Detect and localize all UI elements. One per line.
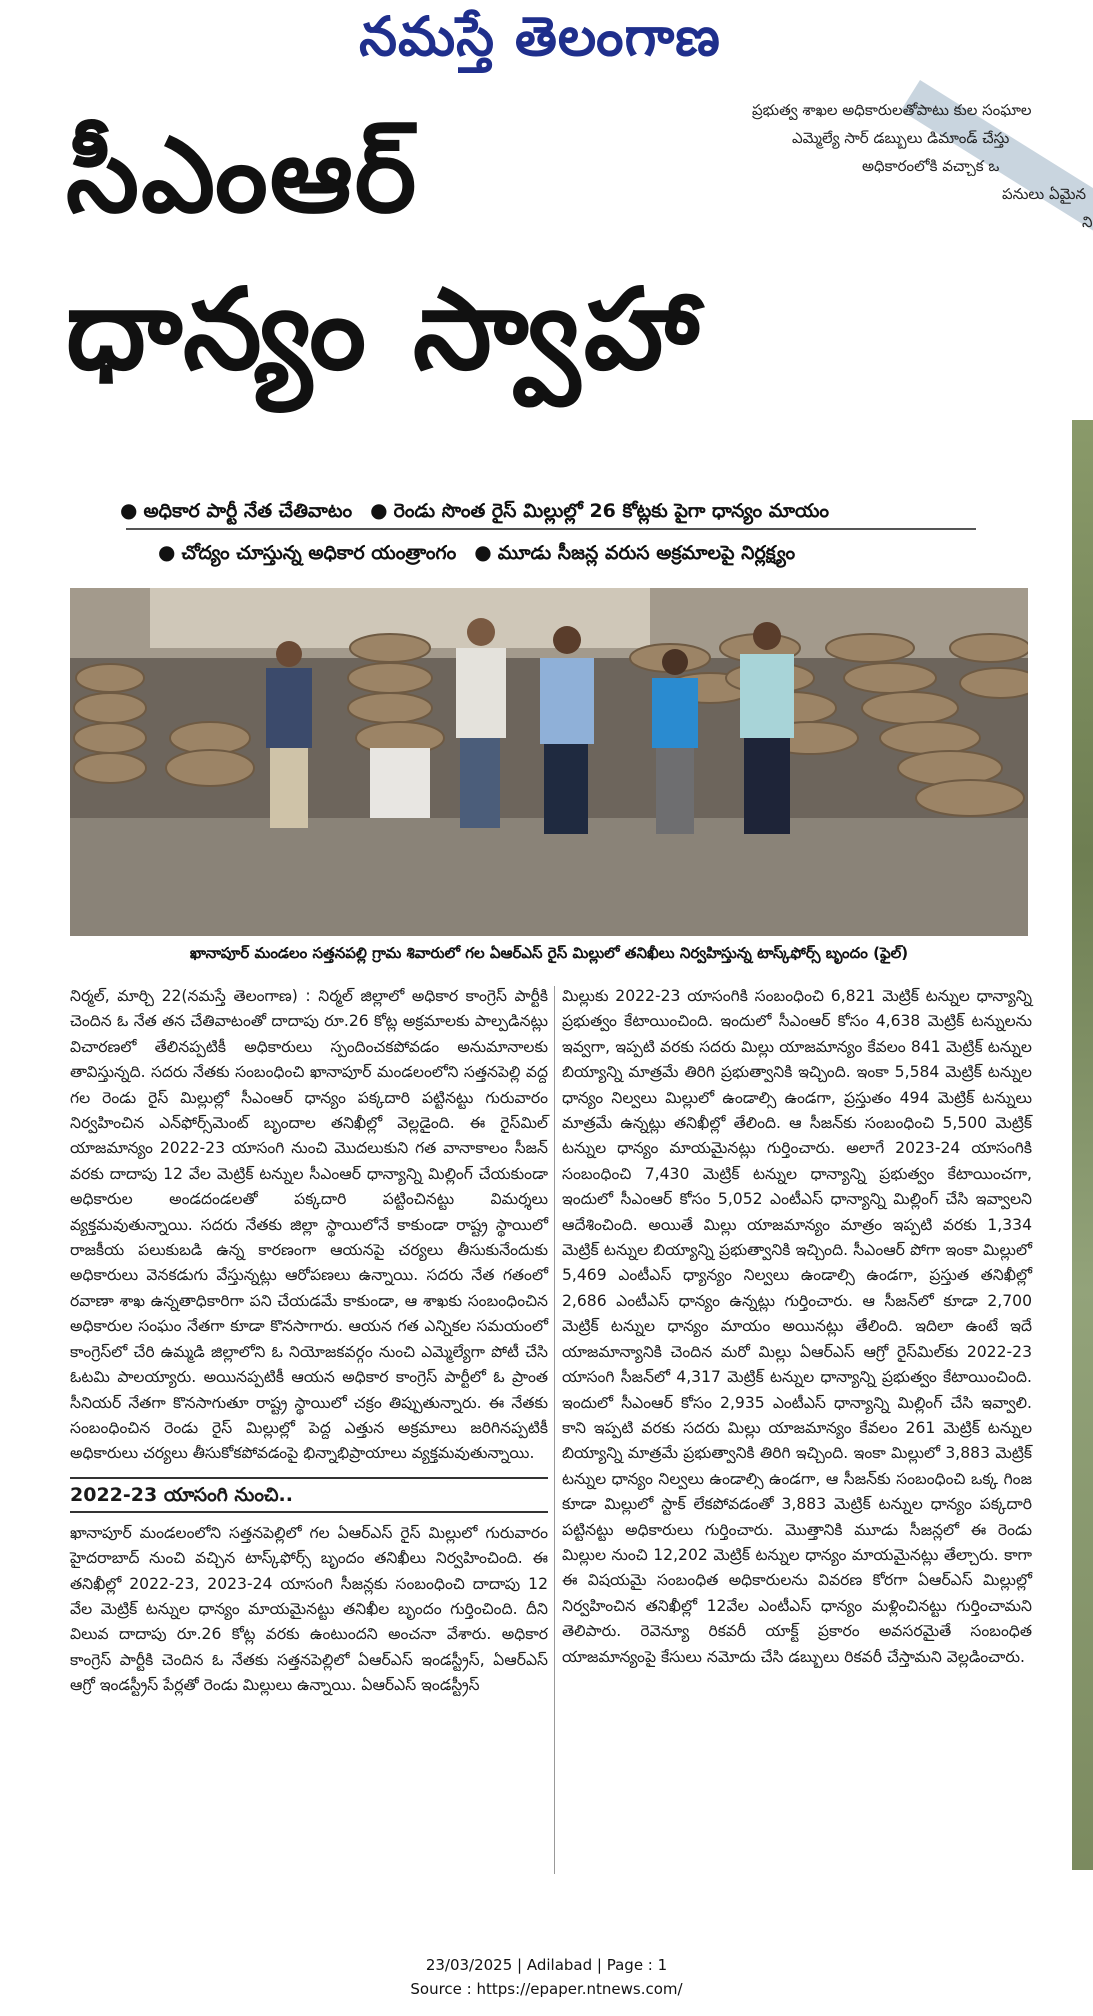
divider-rule: [126, 528, 976, 530]
article-paragraph: నిర్మల్, మార్చి 22(నమస్తే తెలంగాణ) : నిర్మల్ జిల్లాలో అధికార కాంగ్రెస్ పార్టీకి చెందిన ఓ నేత తన చేతివాటంతో దాదాపు రూ.26 కోట్ల అక్రమాలకు పాల్పడినట్లు విచారణలో తేలినప్పటికీ అధికారులు స్పందించకపోవడం అనుమానాలకు తావిస్తున్నది. సదరు నేతకు సంబంధించి ఖానాపూర్ మండలంలోని సత్తనపెల్లి వద్ద గల రెండు రైస్ మిల్లుల్లో సీఎంఆర్ ధాన్యం పక్కదారి పట్టినట్టు గురువారం నిర్వహించిన ఎన్‌ఫోర్స్‌మెంట్ బృందాల తనిఖీల్లో వెల్లడైంది. ఈ రైస్‌మిల్ యాజమాన్యం 2022-23 యాసంగి నుంచి మొదలుకుని గత వానాకాలం సీజన్ వరకు దాదాపు 12 వేల మెట్రిక్ టన్నుల సీఎంఆర్ ధాన్యాన్ని మిల్లింగ్ చేయకుండా అధికారుల అండదండలతో పక్కదారి పట్టించినట్టు విమర్శలు వ్యక్తమవుతున్నాయి. సదరు నేతకు జిల్లా స్థాయిలోనే కాకుండా రాష్ట్ర స్థాయిలో రాజకీయ పలుకుబడి ఉన్న కారణంగా ఆయనపై చర్యలు తీసుకునేందుకు అధికారులు వెనకడుగు వేస్తున్నట్లు ఆరోపణలు ఉన్నాయి. సదరు నేత గతంలో రవాణా శాఖ ఉన్నతాధికారిగా పని చేయడమే కాకుండా, ఆ శాఖకు సంబంధించిన అధికారుల సంఘం నేతగా కూడా కొనసాగారు. ఆయన గత ఎన్నికల సమయంలో కాంగ్రెస్‌లో చేరి ఉమ్మడి జిల్లాలోని ఓ నియోజకవర్గం నుంచి ఎమ్మెల్యేగా పోటీ చేసి ఓటమి పాలయ్యారు. అయినప్పటికీ ఆయన అధికార కాంగ్రెస్ పార్టీలో ఓ ప్రాంత సీనియర్ నేతగా కొనసాగుతూ రాష్ట్ర స్థాయిలో చక్రం తిప్పుతున్నారు. ఈ నేతకు సంబంధించిన రెండు రైస్ మిల్లుల్లో పెద్ద ఎత్తున అక్రమాలు జరిగినప్పటికీ అధికారులు చర్యలు తీసుకోకపోవడంపై భిన్నాభిప్రాయాలు వ్యక్తమవుతున్నాయి.: [70, 987, 548, 1463]
article-headline: [66, 110, 1026, 400]
bullet-text: చోద్యం చూస్తున్న అధికార యంత్రాంగం: [181, 542, 457, 564]
bullet-text: అధికార పార్టీ నేత చేతివాటం: [143, 500, 353, 522]
snippet-line: ని: [1082, 213, 1093, 231]
article-photo: [70, 588, 1028, 936]
subheading-bullets-row-2: [158, 540, 1028, 569]
subheading-bullet: [120, 498, 352, 527]
subheading-bullet: [158, 540, 456, 569]
article-paragraph: ఖానాపూర్ మండలంలోని సత్తనపెల్లిలో గల ఏఆర్ఎస్ రైస్ మిల్లులో గురువారం హైదరాబాద్ నుంచి వచ్చిన టాస్క్‌ఫోర్స్ బృందం తనిఖీలు నిర్వహించింది. ఈ తనిఖీల్లో 2022-23, 2023-24 యాసంగి సీజన్లకు సంబంధించి దాదాపు 12 వేల మెట్రిక్ టన్నుల ధాన్యం మాయమైనట్టు తనిఖీల బృందం గుర్తించింది. దీని విలువ దాదాపు రూ.26 కోట్ల వరకు ఉంటుందని అంచనా వేశారు. అధికార కాంగ్రెస్ పార్టీకి చెందిన ఓ నేతకు సత్తనపెల్లిలో ఏఆర్ఎస్ ఇండస్ట్రీస్, ఏఆర్ఎస్ ఆగ్రో ఇండస్ట్రీస్ పేర్లతో రెండు మిల్లులు ఉన్నాయి. ఏఆర్ఎస్ ఇండస్ట్రీస్: [70, 1523, 548, 1695]
bullet-icon: ●: [474, 540, 492, 564]
snippet-line: ప్రభుత్వ శాఖల అధికారులతోపాటు కుల సంఘాల: [752, 101, 1032, 119]
photo-caption: ఖానాపూర్ మండలం సత్తనపల్లి గ్రామ శివారులో గల ఏఆర్ఎస్ రైస్ మిల్లులో తనిఖీలు నిర్వహిస్తున్న టాస్క్‌ఫోర్స్ బృందం (ఫైల్): [189, 944, 909, 962]
warehouse-photo-illustration: [70, 588, 1028, 936]
subheading-bullets-row-1: [120, 498, 990, 527]
subheading-bullet: [370, 498, 829, 527]
snippet-line: ఎమ్మెల్యే సార్ డబ్బులు డిమాండ్ చేస్తు: [792, 129, 1010, 147]
subheading-bullet: [474, 540, 795, 569]
masthead-logo: నమస్తే తెలంగాణ: [359, 4, 721, 68]
footer-source-link[interactable]: Source : https://epaper.ntnews.com/: [410, 1980, 683, 1998]
article-subheading: 2022-23 యాసంగి నుంచి..: [70, 1477, 548, 1513]
bullet-text: రెండు సొంత రైస్ మిల్లుల్లో 26 కోట్లకు పైగా ధాన్యం మాయం: [393, 500, 830, 522]
snippet-line: పనులు ఏమైన: [1002, 185, 1087, 203]
article-column-left: [70, 984, 548, 1699]
headline-line-1: సీఎంఆర్: [66, 114, 419, 236]
article-column-right: [562, 984, 1032, 1670]
adjacent-article-photo: [1072, 420, 1093, 1870]
bullet-icon: ●: [158, 540, 176, 564]
bullet-text: మూడు సీజన్ల వరుస అక్రమాలపై నిర్లక్ష్యం: [497, 542, 796, 564]
article-paragraph: మిల్లుకు 2022-23 యాసంగికి సంబంధించి 6,821 మెట్రిక్ టన్నుల ధాన్యాన్ని ప్రభుత్వం కేటాయించింది. ఇందులో సీఎంఆర్ కోసం 4,638 మెట్రిక్ టన్నులను ఇవ్వగా, ఇప్పటి వరకు సదరు మిల్లు యాజమాన్యం కేవలం 841 మెట్రిక్ టన్నుల బియ్యాన్ని మాత్రమే తిరిగి ప్రభుత్వానికి ఇచ్చింది. ఇంకా 5,584 మెట్రిక్ టన్నుల ధాన్యం నిల్వలు మిల్లులో ఉండాల్సి ఉండగా, ప్రస్తుతం 494 మెట్రిక్ టన్నులు మాత్రమే ఉన్నట్లు తనిఖీల్లో తేలింది. ఆ సీజన్‌కు సంబంధించి 5,500 మెట్రిక్ టన్నుల ధాన్యం మాయమైనట్లు గుర్తించారు. అలాగే 2023-24 యాసంగికి సంబంధించి 7,430 మెట్రిక్ టన్నుల ధాన్యాన్ని ప్రభుత్వం కేటాయించగా, ఇందులో సీఎంఆర్ కోసం 5,052 ఎంటీఎస్ ధాన్యాన్ని మిల్లింగ్ చేసి ఇవ్వాలని ఆదేశించింది. అయితే మిల్లు యాజమాన్యం మాత్రం ఇప్పటి వరకు 1,334 మెట్రిక్ టన్నుల బియ్యాన్ని ప్రభుత్వానికి ఇచ్చింది. సీఎంఆర్ పోగా ఇంకా మిల్లులో 5,469 ఎంటీఎస్ ధ్యాన్యం నిల్వలు ఉండాల్సి ఉండగా, ప్రస్తుత తనిఖీల్లో 2,686 ఎంటీఎస్ ధాన్యం ఉన్నట్లు గుర్తించారు. ఆ సీజన్‌లో కూడా 2,700 మెట్రిక్ టన్నుల ధాన్యం మాయం అయినట్లు తేలింది. ఇదిలా ఉంటే ఇదే యాజమాన్యానికి చెందిన మరో మిల్లు ఏఆర్ఎస్ ఆగ్రో రైస్‌మిల్‌కు 2022-23 యాసంగి సీజన్‌లో 4,317 మెట్రిక్ టన్నుల ధాన్యాన్ని ప్రభుత్వం కేటాయించింది. ఇందులో సీఎంఆర్ కోసం 2,935 ఎంటీఎస్ ధాన్యాన్ని మిల్లింగ్ చేసి ఇవ్వాలి. కాని ఇప్పటి వరకు సదరు మిల్లు యాజమాన్యం కేవలం 261 మెట్రిక్ టన్నుల బియ్యాన్ని మాత్రమే ప్రభుత్వానికి తిరిగి ఇచ్చింది. ఇంకా మిల్లులో 3,883 మెట్రిక్ టన్నుల ధాన్యం నిల్వలు ఉండాల్సి ఉండగా, ఆ సీజన్‌కు సంబంధించి ఒక్క గింజ కూడా మిల్లులో స్టాక్ లేకపోవడంతో 3,883 మెట్రిక్ టన్నుల ధాన్యం పక్కదారి పట్టినట్టు అధికారులు గుర్తించారు. మొత్తానికి మూడు సీజన్లలో ఈ రెండు మిల్లుల నుంచి 12,202 మెట్రిక్ టన్నుల ధాన్యం మాయమైనట్లు తేల్చారు. కాగా ఈ విషయమై సంబంధిత అధికారులను వివరణ కోరగా ఏఆర్ఎస్ మిల్లుల్లో నిర్వహించిన తనిఖీల్లో 12వేల ఎంటీఎస్ ధాన్యం మళ్లించినట్టు గుర్తించామని తెలిపారు. రెవెన్యూ రికవరీ యాక్ట్ ప్రకారం అవసరమైతే సంబంధిత యాజమాన్యంపై కేసులు నమోదు చేసి డబ్బులు రికవరీ చేస్తామని వెల్లడించారు.: [562, 987, 1032, 1666]
bullet-icon: ●: [120, 498, 138, 522]
column-divider: [554, 986, 555, 1874]
footer-edition-info: 23/03/2025 | Adilabad | Page : 1: [425, 1956, 668, 1974]
snippet-line: అధికారంలోకి వచ్చాక ఒ: [862, 157, 1000, 175]
headline-line-2: ధాన్యం స్వాహా: [66, 265, 704, 395]
bullet-icon: ●: [370, 498, 388, 522]
